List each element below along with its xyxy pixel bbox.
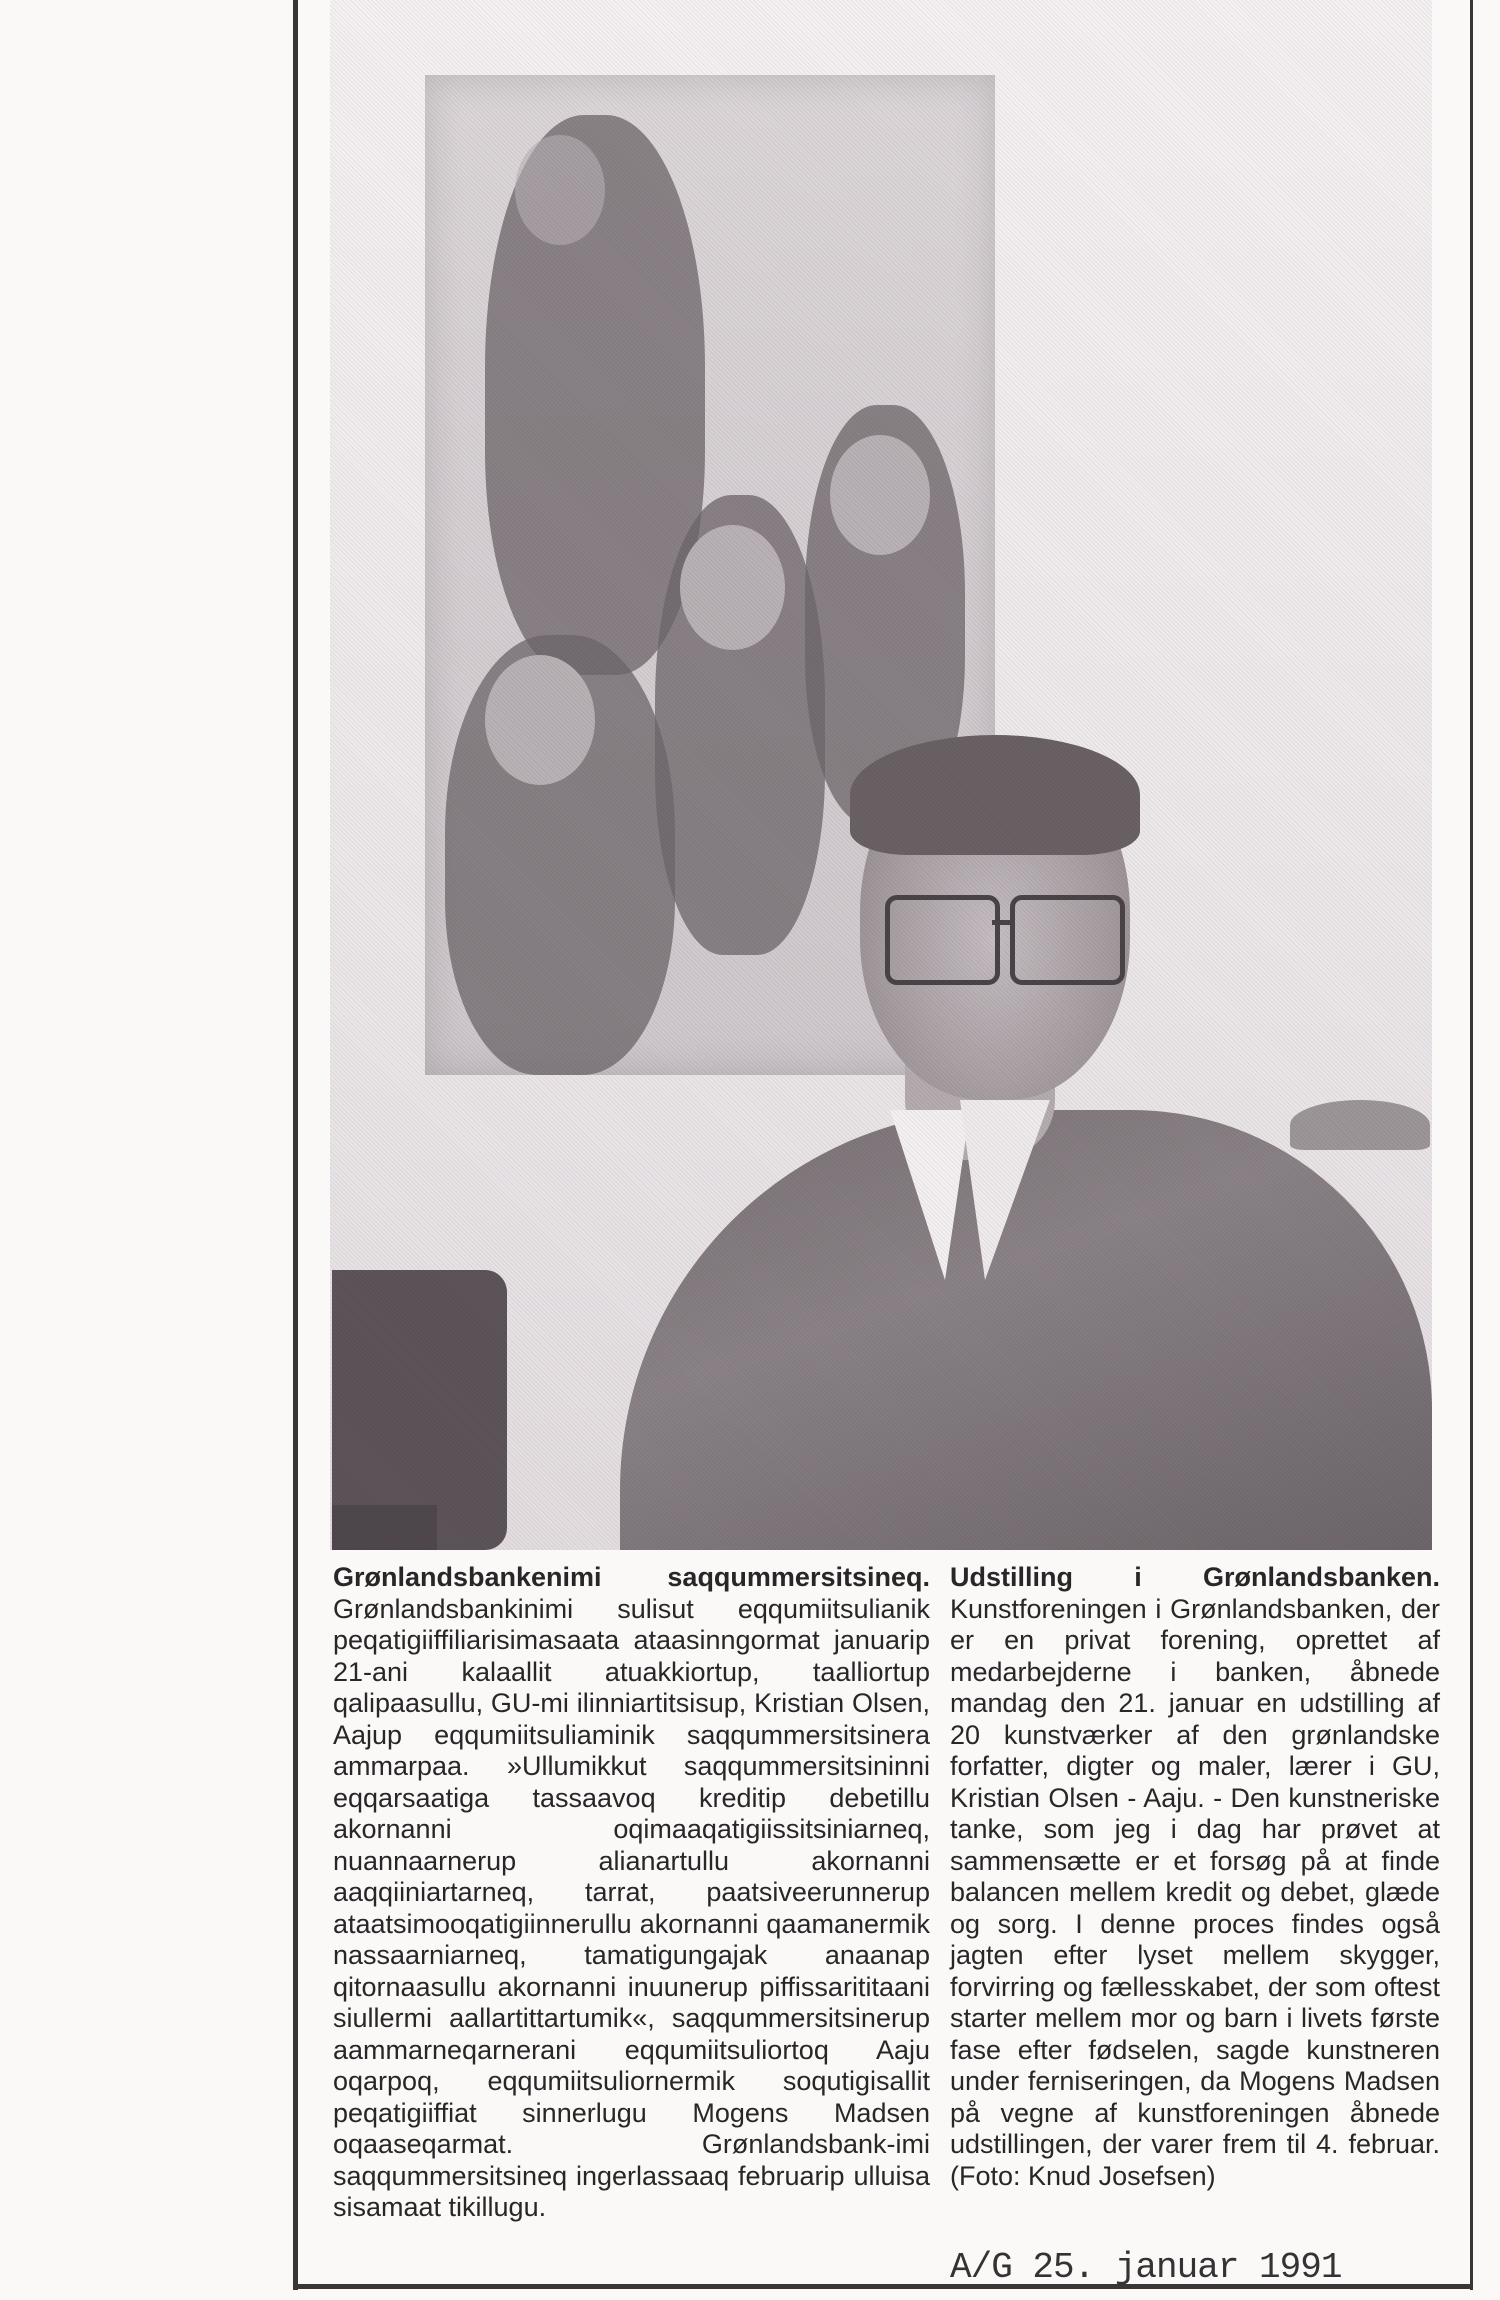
clipping-border-right	[1470, 0, 1473, 2290]
caption-danish-body: Kunstforeningen i Grønlandsbanken, der er en privat forening, oprettet af medarbejderne i banken, åbnede mandag den 21. januar en udstilling af 20 kunstværker af den grønlandske forfatter, digter og maler, lærer i GU, Kristian Olsen - Aaju. - Den kunstneriske tanke, som jeg i dag har prøvet at sammensætte er et forsøg på at finde balancen mellem kredit og debet, glæde og sorg. I denne proces findes også jagten efter lyset mellem skygger, forvirring og fællesskabet, der som oftest starter mellem mor og barn i livets første fase efter fødselen, sagde kunstneren under ferniseringen, da Mogens Madsen på vegne af kunstforeningen åbnede udstillingen, der varer frem til 4. februar. (Foto: Knud Josefsen)	[950, 1593, 1440, 2191]
clipping-border-left	[293, 0, 298, 2290]
caption-greenlandic-headline: Grønlandsbankenimi saqqummersitsineq.	[333, 1562, 930, 1592]
halftone-texture	[330, 0, 1432, 1550]
date-stamp: A/G 25. januar 1991	[950, 2247, 1342, 2288]
caption-danish-headline: Udstilling i Grønlandsbanken.	[950, 1562, 1440, 1592]
caption-danish	[950, 1562, 1440, 2192]
caption-greenlandic-body: Grønlandsbankinimi sulisut eqqumiitsulianik peqatigiiffiliarisimasaata ataasinngormat januarip 21-ani kalaallit atuakkiortup, taalliortup qalipaasullu, GU-mi ilinniartitsisup, Kristian Olsen, Aajup eqqumiitsuliaminik saqqummersitsinera ammarpaa. »Ullumikkut saqqummersitsininni eqqarsaatiga tassaavoq kreditip debetillu akornanni oqimaaqatigiissitsiniarneq, nuannaarnerup alianartullu akornanni aaqqiiniartarneq, tarrat, paatsiveerunnerup ataatsimooqatigiinnerullu akornanni qaamanermik nassaarniarneq, tamatigungajak anaanap qitornaasullu akornanni inuunerup piffissarititaani siullermi aallartittartumik«, saqqummersitsinerup aammarneqarnerani eqqumiitsuliortoq Aaju oqarpoq, eqqumiitsuliornermik soqutigisallit peqatigiiffiat sinnerlugu Mogens Madsen oqaaseqarmat. Grønlandsbank-imi saqqummersitsineq ingerlassaaq februarip ulluisa sisamaat tikillugu.	[333, 1593, 930, 2222]
caption-greenlandic	[333, 1562, 930, 2224]
news-photo	[330, 0, 1432, 1550]
